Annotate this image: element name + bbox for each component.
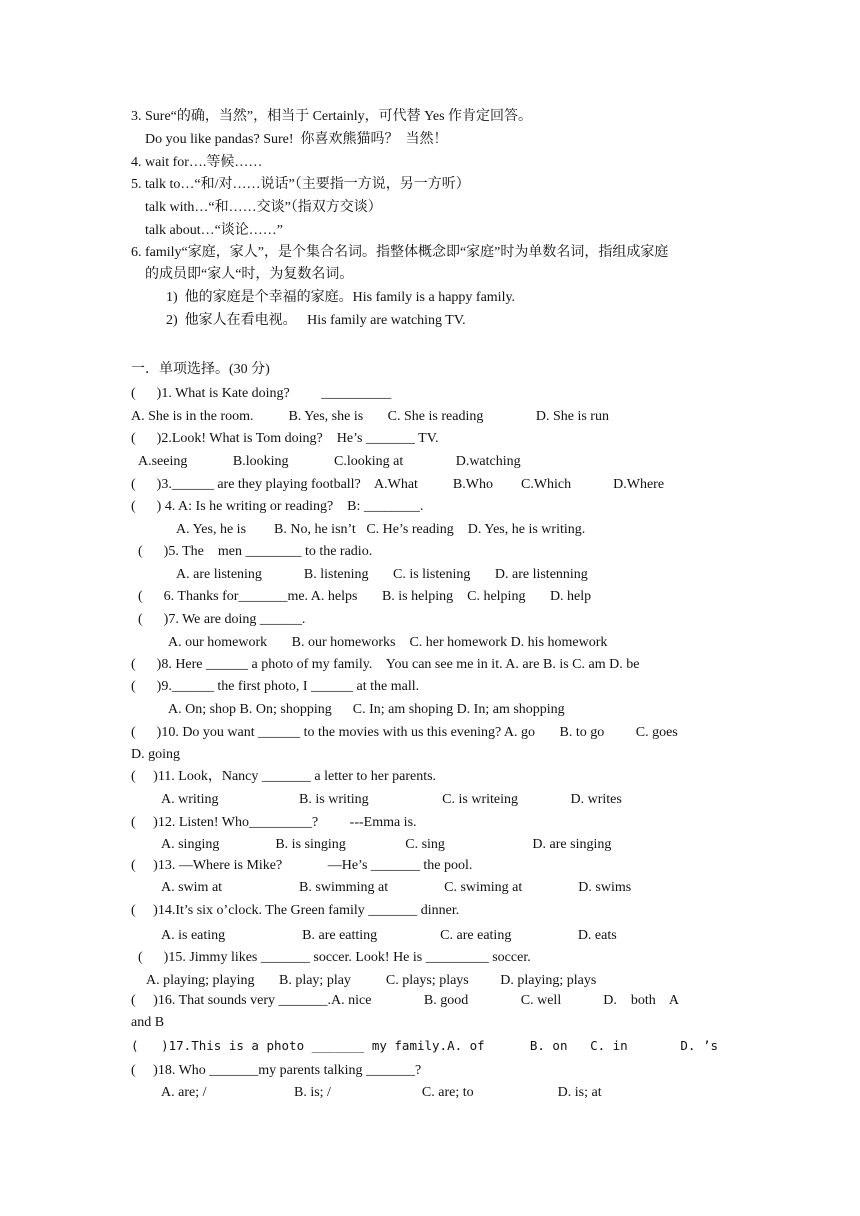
note-6-continued: 的成员即“家人“时，为复数名词。 xyxy=(145,267,354,282)
question-10-continued: D. going xyxy=(131,747,180,762)
question-7: ( )7. We are doing ______. xyxy=(138,612,306,627)
question-14-options: A. is eating B. are eatting C. are eating D. eats xyxy=(161,928,617,943)
note-3: 3. Sure“的确，当然”，相当于 Certainly，可代替 Yes 作肯定回答。 xyxy=(131,109,533,124)
note-5: 5. talk to…“和/对……说话”（主要指一方说，另一方听） xyxy=(131,177,470,192)
question-13: ( )13. —Where is Mike? —He’s _______ the pool. xyxy=(131,858,473,873)
note-5-talk-about: talk about…“谈论……” xyxy=(145,223,284,238)
question-2-options: A.seeing B.looking C.looking at D.watching xyxy=(138,454,521,469)
question-11: ( )11. Look，Nancy _______ a letter to her parents. xyxy=(131,769,437,784)
question-6: ( 6. Thanks for_______me. A. helps B. is helping C. helping D. help xyxy=(138,589,592,604)
question-12: ( )12. Listen! Who_________? ---Emma is. xyxy=(131,815,417,830)
section-title: 一．单项选择。(30 分) xyxy=(131,362,270,377)
question-18: ( )18. Who _______my parents talking _______? xyxy=(131,1063,422,1078)
question-9-options: A. On; shop B. On; shopping C. In; am shoping D. In; am shopping xyxy=(168,702,565,717)
question-4-options: A. Yes, he is B. No, he isn’t C. He’s reading D. Yes, he is writing. xyxy=(176,522,586,537)
question-1: ( )1. What is Kate doing? __________ xyxy=(131,386,392,401)
question-15: ( )15. Jimmy likes _______ soccer. Look! He is _________ soccer. xyxy=(138,950,531,965)
note-5-talk-with: talk with…“和……交谈”（指双方交谈） xyxy=(145,200,382,215)
question-4: ( ) 4. A: Is he writing or reading? B: ________. xyxy=(131,499,424,514)
question-17: ( )17.This is a photo _______ my family.A. of B. on C. in D. ’s xyxy=(131,1038,718,1053)
note-6-example-2: 2) 他家人在看电视。 His family are watching TV. xyxy=(166,313,466,328)
question-18-options: A. are; / B. is; / C. are; to D. is; at xyxy=(161,1085,602,1100)
question-1-options: A. She is in the room. B. Yes, she is C. She is reading D. She is run xyxy=(131,409,609,424)
question-3: ( )3.______ are they playing football? A.What B.Who C.Which D.Where xyxy=(131,477,665,492)
note-4: 4. wait for….等候…… xyxy=(131,155,263,170)
question-16: ( )16. That sounds very _______.A. nice B. good C. well D. both A xyxy=(131,993,680,1008)
question-15-options: A. playing; playing B. play; play C. plays; plays D. playing; plays xyxy=(146,973,597,988)
question-8: ( )8. Here ______ a photo of my family. You can see me in it. A. are B. is C. am D. be xyxy=(131,657,640,672)
question-16-continued: and B xyxy=(131,1015,165,1030)
note-6-example-1: 1) 他的家庭是个幸福的家庭。His family is a happy family. xyxy=(166,290,516,305)
note-3-example: Do you like pandas? Sure! 你喜欢熊猫吗？ 当然！ xyxy=(145,132,448,147)
question-7-options: A. our homework B. our homeworks C. her homework D. his homework xyxy=(168,635,608,650)
question-9: ( )9.______ the first photo, I ______ at the mall. xyxy=(131,679,420,694)
question-11-options: A. writing B. is writing C. is writeing D. writes xyxy=(161,792,622,807)
question-2: ( )2.Look! What is Tom doing? He’s _______ TV. xyxy=(131,431,439,446)
question-5-options: A. are listening B. listening C. is listening D. are listenning xyxy=(176,567,588,582)
question-10: ( )10. Do you want ______ to the movies with us this evening? A. go B. to go C. goes xyxy=(131,725,678,740)
question-13-options: A. swim at B. swimming at C. swiming at D. swims xyxy=(161,880,632,895)
note-6: 6. family“家庭，家人”，是个集合名词。指整体概念即“家庭”时为单数名词，指组成家庭 xyxy=(131,245,669,260)
question-5: ( )5. The men ________ to the radio. xyxy=(138,544,373,559)
question-14: ( )14.It’s six o’clock. The Green family _______ dinner. xyxy=(131,903,460,918)
question-12-options: A. singing B. is singing C. sing D. are singing xyxy=(161,837,612,852)
